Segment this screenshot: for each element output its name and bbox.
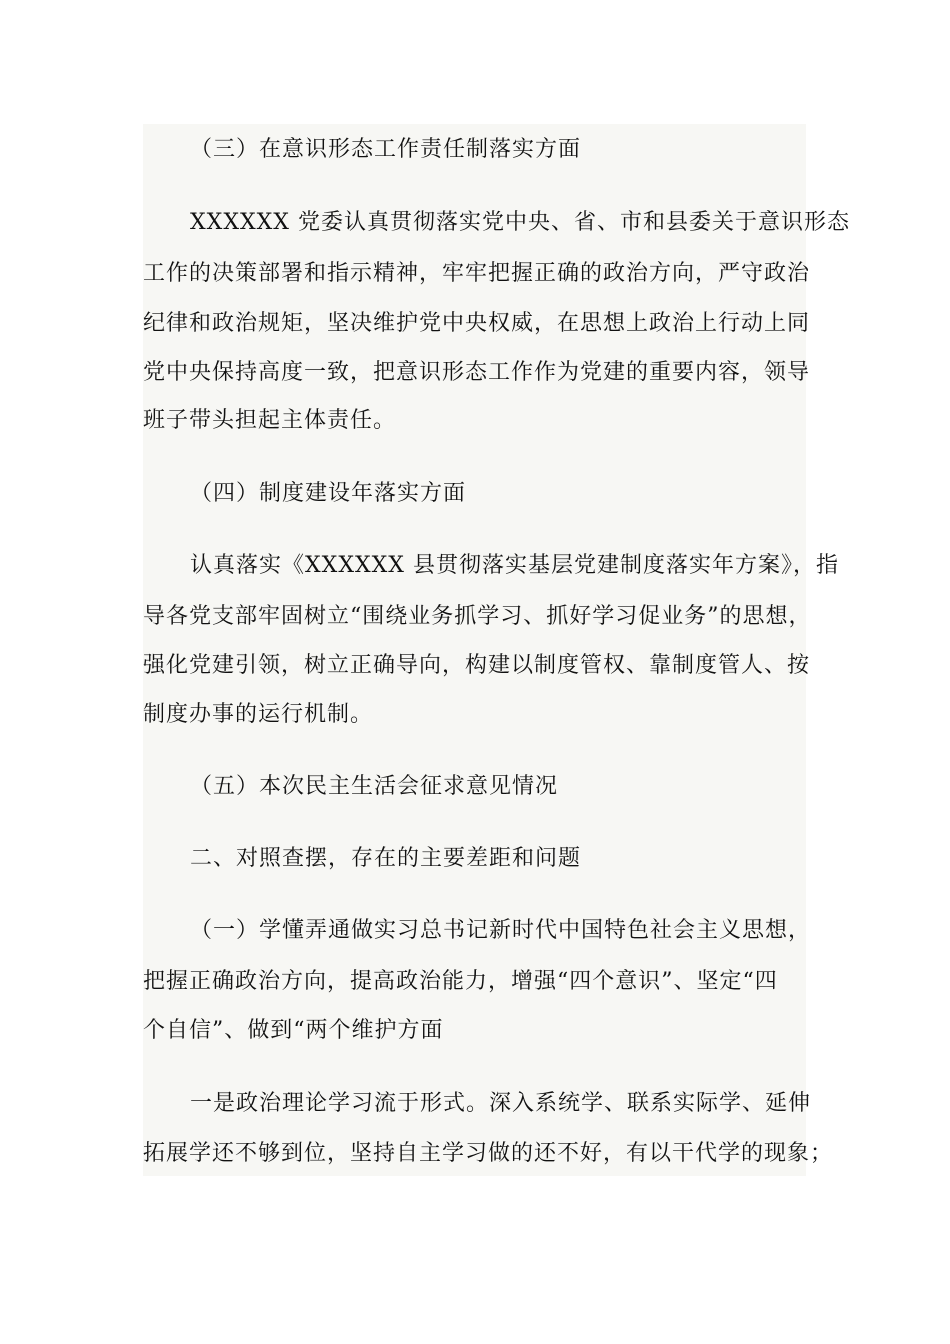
section-heading-5: （五）本次民主生活会征求意见情况	[190, 774, 559, 799]
paragraph-line: 导各党支部牢固树立“围绕业务抓学习、抓好学习促业务”的思想，	[143, 604, 812, 629]
section-heading-3: （三）在意识形态工作责任制落实方面	[190, 137, 582, 162]
subsection-heading-1: （一）学懂弄通做实习总书记新时代中国特色社会主义思想，	[190, 918, 812, 943]
paragraph-line: 强化党建引领，树立正确导向，构建以制度管权、靠制度管人、按	[143, 653, 811, 678]
paragraph-line: 拓展学还不够到位，坚持自主学习做的还不好，有以干代学的现象；	[143, 1141, 834, 1166]
section-heading-4: （四）制度建设年落实方面	[190, 481, 467, 506]
paragraph-line: 认真落实《XXXXXX 县贯彻落实基层党建制度落实年方案》，指	[190, 553, 839, 578]
paragraph-line: 制度办事的运行机制。	[143, 702, 374, 727]
paragraph-line: 工作的决策部署和指示精神，牢牢把握正确的政治方向，严守政治	[143, 261, 811, 286]
paragraph-line: 党中央保持高度一致，把意识形态工作作为党建的重要内容，领导	[143, 360, 811, 385]
subsection-heading-line: 把握正确政治方向，提高政治能力，增强“四个意识”、坚定“四	[143, 969, 778, 994]
section-heading-main-2: 二、对照查摆，存在的主要差距和问题	[190, 846, 582, 871]
subsection-heading-line: 个自信”、做到“两个维护方面	[143, 1018, 444, 1043]
paragraph-line: XXXXXX 党委认真贯彻落实党中央、省、市和县委关于意识形态	[190, 210, 850, 235]
paragraph-line: 班子带头担起主体责任。	[143, 408, 397, 433]
paragraph-line: 一是政治理论学习流于形式。深入系统学、联系实际学、延伸	[190, 1091, 812, 1116]
paragraph-line: 纪律和政治规矩，坚决维护党中央权威，在思想上政治上行动上同	[143, 311, 811, 336]
